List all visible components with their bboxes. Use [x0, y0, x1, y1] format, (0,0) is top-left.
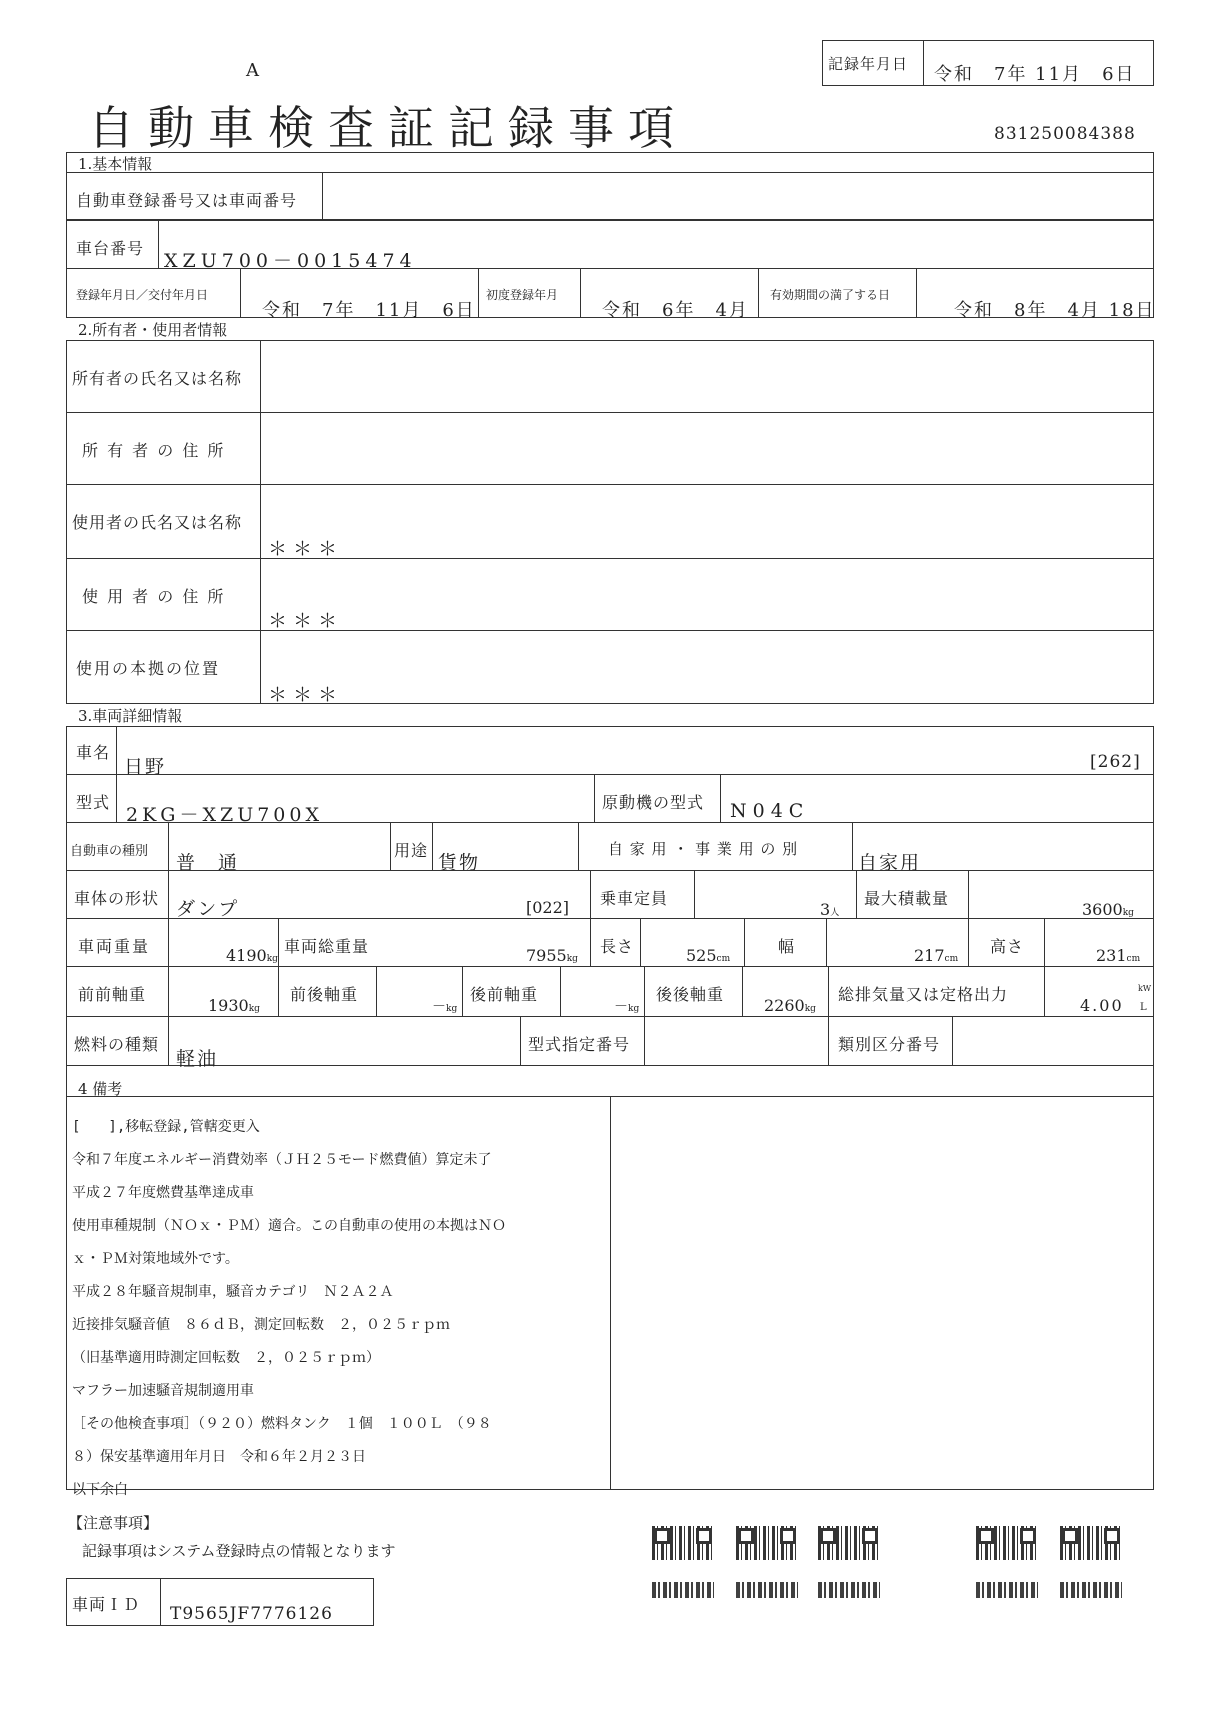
qr-code-icon: [976, 1526, 1038, 1560]
section-3-heading: 3.車両詳細情報: [78, 707, 183, 725]
displacement-value: 4.00: [1080, 996, 1124, 1015]
section-1-heading: 1.基本情報: [78, 155, 153, 173]
gross-weight-value: 7955: [526, 946, 567, 965]
private-business-label: 自 家 用 ・ 事 業 用 の 別: [608, 840, 799, 858]
expiry-date-value: 令和 8年 4月 18日: [954, 300, 1156, 321]
private-business-value: 自家用: [858, 852, 922, 874]
registration-number-label: 自動車登録番号又は車両番号: [76, 191, 298, 210]
expiry-date-label: 有効期間の満了する日: [770, 288, 891, 302]
first-registration-value: 令和 6年 4月: [602, 300, 749, 321]
length-label: 長さ: [600, 937, 635, 956]
registration-date-value: 令和 7年 11月 6日: [262, 300, 476, 321]
model-label: 型式: [76, 793, 111, 812]
capacity-label: 乗車定員: [600, 889, 669, 908]
car-name-code: [262]: [1090, 752, 1141, 772]
owner-address-label: 所 有 者 の 住 所: [82, 441, 226, 460]
document-number: 831250084388: [994, 124, 1136, 144]
car-name-label: 車名: [76, 743, 111, 762]
qr-code-icon: [818, 1526, 880, 1560]
notice-text: 記録事項はシステム登録時点の情報となります: [82, 1542, 396, 1560]
remarks-line: ８）保安基準適用年月日 令和６年２月２３日: [72, 1448, 366, 1465]
rear-front-axle-value: －: [614, 999, 628, 1015]
chassis-number-value: XZU700－0015474: [164, 250, 417, 272]
vehicle-id-label: 車両ＩＤ: [72, 1595, 141, 1614]
chassis-number-label: 車台番号: [76, 239, 145, 258]
max-load-label: 最大積載量: [864, 889, 950, 908]
body-shape-value: ダンプ: [176, 898, 240, 920]
length-value: 525: [686, 946, 717, 965]
front-front-axle-value: 1930: [208, 996, 249, 1015]
remarks-line: 平成２７年度燃費基準達成車: [72, 1184, 254, 1201]
usage-label: 用途: [394, 841, 429, 860]
vehicle-weight-label: 車両重量: [78, 937, 151, 956]
remarks-line: 近接排気騒音値 ８６ｄＢ，測定回転数 ２，０２５ｒｐｍ: [72, 1316, 450, 1333]
rear-front-axle-label: 後前軸重: [470, 985, 539, 1004]
width-value: 217: [914, 946, 945, 965]
fuel-type-value: 軽油: [176, 1048, 219, 1070]
usage-value: 貨物: [438, 852, 481, 874]
vehicle-type-value: 普 通: [176, 852, 240, 874]
remarks-line: 使用車種規制（ＮＯｘ・ＰＭ）適合。この自動車の使用の本拠はＮＯ: [72, 1217, 506, 1234]
remarks-line: マフラー加速騒音規制適用車: [72, 1382, 254, 1399]
user-name-label: 使用者の氏名又は名称: [72, 513, 243, 532]
remarks-line: （旧基準適用時測定回転数 ２，０２５ｒｐｍ）: [72, 1349, 380, 1366]
displacement-unit-l: L: [1140, 1002, 1147, 1013]
document-title: 自動車検査証記録事項: [88, 101, 688, 155]
remarks-line: ｘ・ＰＭ対策地域外です。: [72, 1250, 239, 1267]
record-date-value: 令和 7年 11月 6日: [934, 64, 1136, 85]
form-marker: A: [246, 60, 259, 81]
qr-code-icon: [818, 1582, 880, 1598]
base-location-value: ＊＊＊: [268, 684, 344, 706]
body-shape-label: 車体の形状: [74, 889, 160, 908]
user-address-value: ＊＊＊: [268, 610, 344, 632]
vehicle-type-label: 自動車の種別: [70, 844, 149, 859]
rear-rear-axle-label: 後後軸重: [656, 985, 725, 1004]
category-label: 類別区分番号: [838, 1035, 941, 1054]
section-2-heading: 2.所有者・使用者情報: [78, 321, 228, 339]
remarks-line: 平成２８年騒音規制車，騒音カテゴリ Ｎ２Ａ２Ａ: [72, 1283, 394, 1300]
qr-code-icon: [736, 1582, 798, 1598]
qr-code-icon: [1060, 1526, 1122, 1560]
fuel-type-label: 燃料の種類: [74, 1035, 160, 1054]
displacement-unit-kw: kW: [1138, 984, 1152, 993]
remarks-line: 以下余白: [72, 1481, 128, 1498]
qr-code-icon: [976, 1582, 1038, 1598]
user-name-value: ＊＊＊: [268, 538, 344, 560]
qr-code-icon: [652, 1582, 714, 1598]
record-date-label: 記録年月日: [828, 55, 909, 73]
owner-name-label: 所有者の氏名又は名称: [72, 369, 243, 388]
engine-model-value: N04C: [730, 800, 810, 822]
section-4-heading: 4 備考: [78, 1080, 123, 1098]
qr-code-icon: [1060, 1582, 1122, 1598]
remarks-line: 令和７年度エネルギー消費効率（ＪＨ２５モード燃費値）算定未了: [72, 1151, 492, 1168]
qr-code-icon: [652, 1526, 714, 1560]
model-value: 2KG－XZU700X: [126, 804, 323, 826]
gross-weight-label: 車両総重量: [284, 937, 370, 956]
base-location-label: 使用の本拠の位置: [76, 659, 221, 678]
vehicle-weight-value: 4190: [226, 946, 267, 965]
front-front-axle-label: 前前軸重: [78, 985, 147, 1004]
first-registration-label: 初度登録年月: [486, 288, 559, 302]
qr-code-icon: [736, 1526, 798, 1560]
capacity-value: 3: [820, 900, 831, 919]
max-load-unit: kg: [1122, 908, 1134, 918]
rear-rear-axle-value: 2260: [764, 996, 805, 1015]
notice-heading: 【注意事項】: [68, 1514, 159, 1532]
height-value: 231: [1096, 946, 1127, 965]
car-name-value: 日野: [124, 756, 167, 778]
engine-model-label: 原動機の型式: [602, 793, 705, 812]
vehicle-id-value: T9565JF7776126: [170, 1604, 333, 1624]
displacement-label: 総排気量又は定格出力: [838, 985, 1009, 1004]
type-designation-label: 型式指定番号: [528, 1035, 631, 1054]
front-rear-axle-value: －: [432, 999, 446, 1015]
width-label: 幅: [778, 937, 796, 956]
front-rear-axle-label: 前後軸重: [290, 985, 359, 1004]
body-shape-code: [022]: [526, 898, 570, 917]
max-load-value: 3600: [1082, 900, 1123, 919]
user-address-label: 使 用 者 の 住 所: [82, 587, 226, 606]
remarks-line: [ ],移転登録,管轄変更入: [72, 1118, 260, 1135]
remarks-line: ［その他検査事項］（９２０）燃料タンク １個 １００Ｌ （９８: [72, 1415, 492, 1432]
capacity-unit: 人: [830, 908, 840, 918]
remarks-text: [72, 1102, 506, 1515]
registration-date-label: 登録年月日／交付年月日: [76, 288, 209, 302]
height-label: 高さ: [990, 937, 1025, 956]
